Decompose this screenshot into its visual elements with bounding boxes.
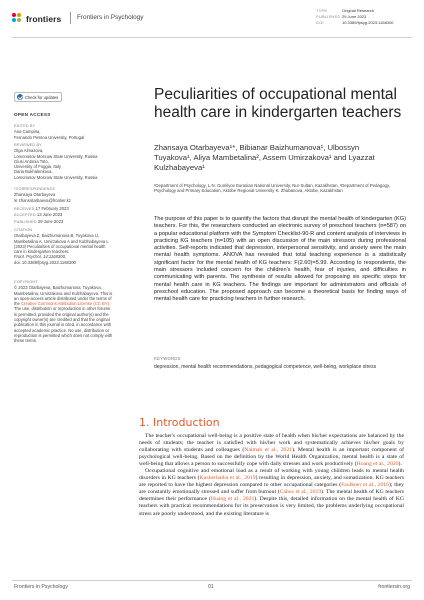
page-header: [0, 0, 424, 38]
citation-link[interactable]: Kusherbaiba et al., 2019: [199, 475, 256, 482]
check-icon: [17, 94, 23, 100]
reviewer-name: Giusi Antonia Toto,: [14, 158, 49, 164]
author-list: Zhansaya Otarbayeva¹*, Bibianar Baizhumanova¹, Ulbossyn Tuyakova¹, Aliya Mambetalina², Assem Umirzakova¹ and Lyazzat Kulzhabayeva¹: [154, 143, 375, 172]
citation-doi[interactable]: doi: 10.3389/fpsyg.2023.1168300: [14, 259, 76, 265]
correspondence-name: Zhansaya Otarbayeva: [14, 192, 56, 198]
header-divider: [70, 12, 71, 24]
edited-by-label: EDITED BY: [14, 124, 36, 128]
open-access-section: [14, 112, 114, 117]
received-date: 17 February 2023: [35, 206, 69, 211]
reviewed-by-label: REVIEWED BY: [14, 143, 42, 147]
affiliations: ¹Department of Psychology, L.N. Gumilyov Eurasian National University, Nur-Sultan, Kazakhstan, ²Department of Pedagogy, Psychology and Primary Education, Aktobe Regional University K. Zhubanova, Aktobe, Kazakhstan: [154, 183, 390, 194]
citation-link[interactable]: Hoang et al., 2020: [356, 461, 399, 468]
reviewer-affiliation: Lomonosov Moscow State University, Russia: [14, 153, 98, 159]
doi-value[interactable]: 10.3389/fpsyg.2023.1168300: [342, 20, 394, 25]
published-date: 29 June 2023: [37, 218, 64, 224]
footer-rule: [12, 580, 412, 581]
citation-label: CITATION: [14, 228, 33, 232]
correspondence-section: [14, 187, 114, 203]
editor-affiliation: Fernando Pessoa University, Portugal: [14, 134, 85, 140]
check-for-updates-button[interactable]: [14, 92, 62, 102]
published-label: PUBLISHED: [14, 219, 37, 224]
doi-label: DOI: [316, 20, 324, 25]
citation-link[interactable]: Faulkner et al., 2016: [341, 482, 389, 489]
logo-text: frontiers: [26, 13, 62, 24]
correspondence-label: *CORRESPONDENCE: [14, 187, 56, 191]
section-heading-introduction: 1. Introduction: [139, 416, 220, 429]
type-value: Original Research: [342, 8, 375, 13]
footer-website-link[interactable]: frontiersin.org: [378, 584, 410, 590]
open-access-label: OPEN ACCESS: [14, 112, 51, 117]
copyright-label: COPYRIGHT: [14, 280, 38, 284]
citation-journal: Front. Psychol. 14:1168300.: [14, 254, 67, 260]
body-paragraph: The teacher's occupational well-being is a positive state of health when his/her expectations are balanced by the needs of students; the teacher is satisfied with his/her work and systematically achieves his/her goals by collaborating with students and colleagues (Naimah et al., 2021). Mental health is an important component of psychological well-being. Based on the definition by the World Health Organization, mental health is a state of well-being that allows a person to successfully cope with daily stresses and work productively (Hoang et al., 2020).: [139, 433, 405, 468]
reviewer-name: Olga Almazova,: [14, 148, 44, 154]
abstract: The purpose of this paper is to quantify the factors that disrupt the mental health of kindergarten (KG) teachers. For this, the researchers conducted an electronic survey of preschool teachers (n=587) on a popular educational platform with the Symptom Checklist-90-R and content analysis of interviews in practicing KG teachers (n=105) with an open discussion of the main stressors during professional activities. Self-reports indicated that depression, interpersonal sensitivity, and anxiety were the main mental health symptoms. ANOVA has revealed that total teaching experience is a statistically significant factor for the mental health of KG teachers: F(2.60)=5.99. According to respondents, the main stressors included concern for the children's health, fear of injuries, and difficulties in communicating with parents. The synthesis of results allowed for proposing six specific steps for mental health care in KG teachers. The findings are important for administrators and officials of preschool education. The proposed approach can become a theoretical basis for finding ways of mental health care for practicing teachers in further research.: [154, 216, 406, 303]
article-body: [139, 433, 404, 518]
citation-section: [14, 228, 114, 265]
copyright-section: [14, 280, 114, 344]
received-label: RECEIVED: [14, 207, 35, 211]
published-value: 29 June 2023: [342, 14, 367, 19]
check-for-updates-label: Check for updates: [25, 94, 59, 100]
article-title: Peculiarities of occupational mental health care in kindergarten teachers: [154, 86, 402, 121]
cc-by-license-link[interactable]: Creative Commons Attribution License (CC BY).: [21, 301, 111, 307]
accepted-label: ACCEPTED: [14, 213, 36, 218]
frontiers-logo[interactable]: [12, 13, 61, 24]
editor-name: Ana Campina,: [14, 129, 41, 135]
correspondence-email[interactable]: ✉ zhansotarbaeva@frontier.kz: [14, 197, 71, 203]
reviewer-affiliation: University of Foggia, Italy: [14, 164, 62, 170]
citation-link[interactable]: Huang et al., 2021: [210, 496, 255, 503]
copyright-terms: The use, distribution or reproduction in other forums is permitted, provided the original author(s) and the copyright owner(s) are credited and that the original publication in this journal is cited, in accordance with accepted academic practice. No use, distribution or reproduction is permitted which does not comply with these terms.: [14, 306, 113, 344]
reviewed-by-section: [14, 143, 114, 180]
journal-name[interactable]: Frontiers in Psychology: [77, 14, 144, 21]
header-rule: [12, 37, 412, 38]
reviewer-affiliation: Lomonosov Moscow State University, Russia: [14, 174, 98, 180]
accepted-date: 13 June 2023: [36, 212, 63, 218]
dates-section: [14, 206, 114, 225]
type-label: TYPE: [316, 8, 328, 13]
reviewer-name: Daria Bukhalenkova,: [14, 169, 53, 175]
body-paragraph: Occupational cognitive and emotional load as a result of working with young children leads to mental health disorders in KG teachers (Kusherbaiba et al., 2019) resulting in depression, anxiety, and somatization. KG teachers are reported to have the highest depression compared to other occupational categories (Faulkner et al., 2016); they are constantly emotionally stressed and suffer from burnout (Cabus et al., 2019). The mental health of KG teachers determines their performance (Huang et al., 2021). Despite this, detailed information on the mental health of KG teachers with practical recommendations for its preservation is very limited, the problems underlying occupational stress are poorly understood, and the existing literature is: [139, 468, 404, 517]
copyright-text: © 2023 Otarbayeva, Baizhumanova, Tuyakova, Mambetalina, Umirzakova and Kulzhabayeva. This is an open-access article distributed under the terms of the: [14, 285, 113, 307]
article-meta: [316, 8, 394, 26]
citation-text: Otarbayeva Z, Baizhumanova B, Tuyakova U, Mambetalina A, Umirzakova A and Kulzhabayeva L (2023) Peculiarities of occupational mental health care in kindergarten teachers.: [14, 233, 109, 255]
footer-journal[interactable]: Frontiers in Psychology: [14, 584, 68, 590]
frontiers-logo-icon: [12, 13, 23, 24]
published-label: PUBLISHED: [316, 14, 341, 19]
citation-link[interactable]: Naimah et al., 2021: [244, 447, 293, 454]
keywords-label: KEYWORDS: [154, 356, 181, 361]
citation-link[interactable]: Cabus et al., 2019: [279, 489, 322, 496]
keywords: depression, mental health recommendations, pedagogical competence, well-being, workplace stress: [154, 364, 377, 370]
edited-by-section: [14, 124, 114, 140]
page-number: 01: [208, 584, 214, 590]
